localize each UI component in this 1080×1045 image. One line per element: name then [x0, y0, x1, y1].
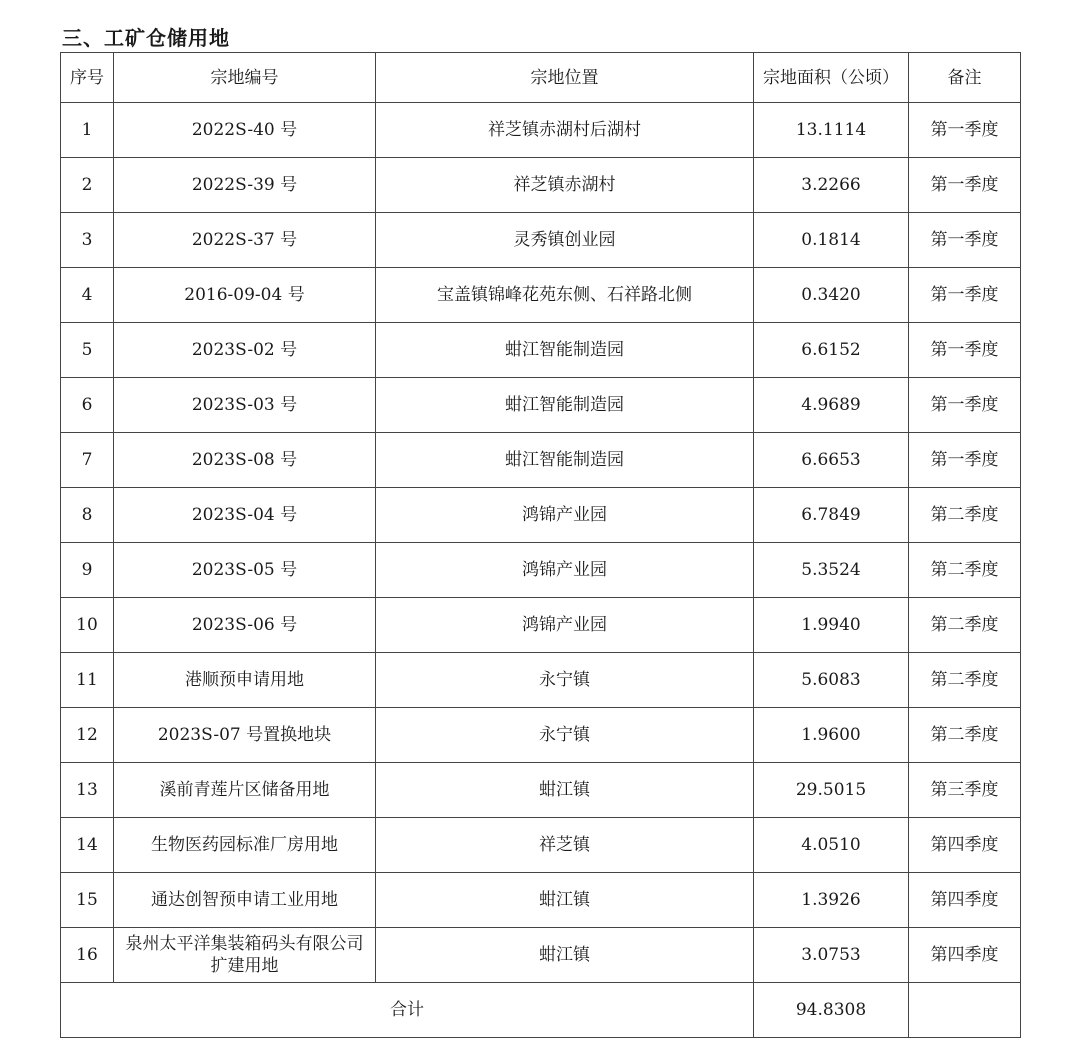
- cell-area: 3.2266: [754, 158, 909, 213]
- table-row: [61, 928, 1021, 983]
- table-body: [61, 103, 1021, 1038]
- cell-area: 3.0753: [754, 928, 909, 983]
- cell-code: 2023S-07 号置换地块: [114, 708, 376, 763]
- cell-location: 祥芝镇: [376, 818, 754, 873]
- cell-area: 29.5015: [754, 763, 909, 818]
- table-row: [61, 378, 1021, 433]
- cell-location: 蚶江智能制造园: [376, 323, 754, 378]
- cell-code: 2023S-06 号: [114, 598, 376, 653]
- cell-seq: 16: [61, 928, 114, 983]
- cell-area: 5.3524: [754, 543, 909, 598]
- cell-area: 1.3926: [754, 873, 909, 928]
- cell-note: 第一季度: [909, 103, 1021, 158]
- cell-note: 第二季度: [909, 653, 1021, 708]
- header-area: 宗地面积（公顷）: [754, 53, 909, 103]
- cell-seq: 7: [61, 433, 114, 488]
- table-row: [61, 433, 1021, 488]
- cell-seq: 10: [61, 598, 114, 653]
- header-location: 宗地位置: [376, 53, 754, 103]
- table-row: [61, 818, 1021, 873]
- table-row: [61, 598, 1021, 653]
- cell-area: 6.6653: [754, 433, 909, 488]
- cell-code: 2023S-05 号: [114, 543, 376, 598]
- cell-seq: 1: [61, 103, 114, 158]
- header-code: 宗地编号: [114, 53, 376, 103]
- cell-seq: 8: [61, 488, 114, 543]
- cell-area: 1.9940: [754, 598, 909, 653]
- cell-note: 第二季度: [909, 488, 1021, 543]
- cell-code: 港顺预申请用地: [114, 653, 376, 708]
- cell-area: 6.6152: [754, 323, 909, 378]
- cell-location: 蚶江智能制造园: [376, 433, 754, 488]
- cell-code: 2023S-02 号: [114, 323, 376, 378]
- cell-code: 2023S-08 号: [114, 433, 376, 488]
- cell-note: 第四季度: [909, 873, 1021, 928]
- cell-location: 灵秀镇创业园: [376, 213, 754, 268]
- land-table: [60, 52, 1021, 1038]
- cell-seq: 9: [61, 543, 114, 598]
- cell-note: 第一季度: [909, 213, 1021, 268]
- cell-note: 第一季度: [909, 323, 1021, 378]
- cell-code: 溪前青莲片区储备用地: [114, 763, 376, 818]
- cell-area: 4.0510: [754, 818, 909, 873]
- header-seq: 序号: [61, 53, 114, 103]
- cell-code: 生物医药园标准厂房用地: [114, 818, 376, 873]
- table-row: [61, 873, 1021, 928]
- table-row: [61, 543, 1021, 598]
- cell-location: 永宁镇: [376, 653, 754, 708]
- cell-area: 6.7849: [754, 488, 909, 543]
- cell-seq: 12: [61, 708, 114, 763]
- cell-code: 2016-09-04 号: [114, 268, 376, 323]
- cell-seq: 5: [61, 323, 114, 378]
- cell-location: 鸿锦产业园: [376, 543, 754, 598]
- cell-note: 第一季度: [909, 158, 1021, 213]
- cell-code: 2022S-37 号: [114, 213, 376, 268]
- table-row: [61, 488, 1021, 543]
- cell-note: 第四季度: [909, 818, 1021, 873]
- table-row: [61, 323, 1021, 378]
- cell-note: 第二季度: [909, 708, 1021, 763]
- total-note: [909, 983, 1021, 1038]
- table-row: [61, 268, 1021, 323]
- cell-seq: 11: [61, 653, 114, 708]
- cell-code: 泉州太平洋集装箱码头有限公司扩建用地: [114, 928, 376, 983]
- total-label: 合计: [61, 983, 754, 1038]
- cell-location: 蚶江镇: [376, 873, 754, 928]
- table-row: [61, 708, 1021, 763]
- table-row: [61, 653, 1021, 708]
- cell-code: 通达创智预申请工业用地: [114, 873, 376, 928]
- cell-location: 祥芝镇赤湖村后湖村: [376, 103, 754, 158]
- cell-seq: 15: [61, 873, 114, 928]
- table-header: [61, 53, 1021, 103]
- cell-location: 宝盖镇锦峰花苑东侧、石祥路北侧: [376, 268, 754, 323]
- cell-seq: 2: [61, 158, 114, 213]
- cell-location: 祥芝镇赤湖村: [376, 158, 754, 213]
- cell-seq: 14: [61, 818, 114, 873]
- cell-location: 蚶江镇: [376, 763, 754, 818]
- cell-area: 13.1114: [754, 103, 909, 158]
- cell-location: 鸿锦产业园: [376, 488, 754, 543]
- cell-area: 4.9689: [754, 378, 909, 433]
- cell-note: 第一季度: [909, 433, 1021, 488]
- table-row: [61, 158, 1021, 213]
- table-row: [61, 213, 1021, 268]
- cell-area: 1.9600: [754, 708, 909, 763]
- cell-area: 5.6083: [754, 653, 909, 708]
- cell-seq: 13: [61, 763, 114, 818]
- total-row: [61, 983, 1021, 1038]
- cell-area: 0.1814: [754, 213, 909, 268]
- cell-note: 第一季度: [909, 378, 1021, 433]
- table-row: [61, 103, 1021, 158]
- cell-code: 2023S-03 号: [114, 378, 376, 433]
- cell-note: 第三季度: [909, 763, 1021, 818]
- section-title: 三、工矿仓储用地: [62, 26, 230, 50]
- cell-note: 第二季度: [909, 543, 1021, 598]
- cell-seq: 3: [61, 213, 114, 268]
- cell-note: 第二季度: [909, 598, 1021, 653]
- cell-location: 永宁镇: [376, 708, 754, 763]
- cell-code: 2023S-04 号: [114, 488, 376, 543]
- cell-location: 蚶江镇: [376, 928, 754, 983]
- table-row: [61, 763, 1021, 818]
- header-note: 备注: [909, 53, 1021, 103]
- total-area: 94.8308: [754, 983, 909, 1038]
- cell-code: 2022S-39 号: [114, 158, 376, 213]
- cell-note: 第一季度: [909, 268, 1021, 323]
- cell-seq: 4: [61, 268, 114, 323]
- cell-area: 0.3420: [754, 268, 909, 323]
- header-row: [61, 53, 1021, 103]
- cell-code: 2022S-40 号: [114, 103, 376, 158]
- cell-seq: 6: [61, 378, 114, 433]
- cell-location: 蚶江智能制造园: [376, 378, 754, 433]
- cell-note: 第四季度: [909, 928, 1021, 983]
- cell-location: 鸿锦产业园: [376, 598, 754, 653]
